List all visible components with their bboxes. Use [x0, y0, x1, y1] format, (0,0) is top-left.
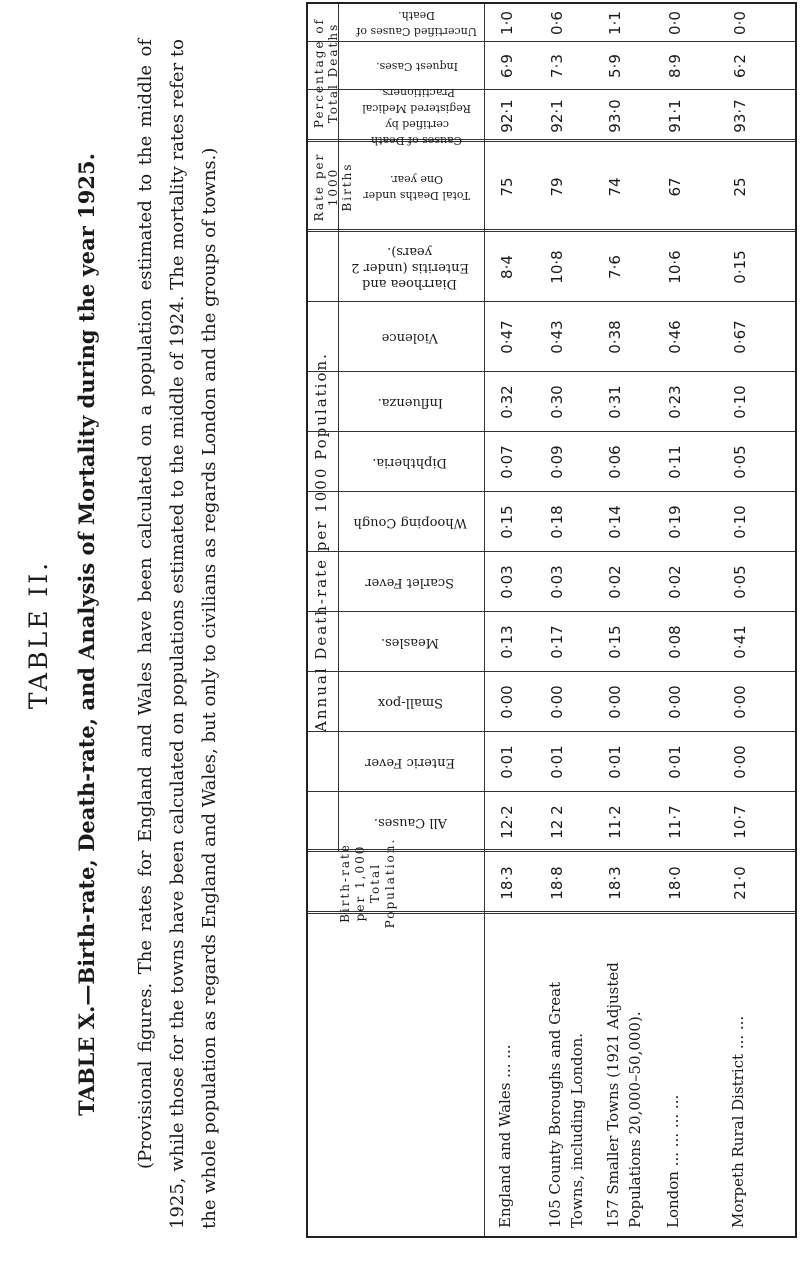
rate-per-births-header: Rate per 1000 Births: [312, 152, 354, 222]
table-cell: 18·3: [606, 866, 624, 900]
table-cell: 93·0: [606, 99, 624, 133]
row-label: England and Wales ... ...: [496, 1044, 514, 1228]
table-cell: 0·47: [498, 320, 516, 354]
table-cell: 0·19: [666, 505, 684, 539]
table-cell: 0·00: [548, 685, 566, 719]
table-subtitle: TABLE X.—Birth-rate, Death-rate, and Analysis of Mortality during the year 1925.: [74, 153, 99, 1116]
table-cell: 0·03: [548, 565, 566, 599]
table-cell: 0·15: [498, 505, 516, 539]
table-cell: 0·01: [606, 745, 624, 779]
table-cell: 12·2: [498, 805, 516, 839]
table-cell: 6·9: [498, 54, 516, 78]
table-cell: 11·2: [606, 805, 624, 839]
table-cell: 6·2: [731, 54, 749, 78]
column-header: Diphtheria.: [372, 455, 448, 470]
table-cell: 0·13: [498, 625, 516, 659]
table-cell: 92·1: [498, 99, 516, 133]
table-cell: 0·46: [666, 320, 684, 354]
table-cell: 0·17: [548, 625, 566, 659]
column-header: Measles.: [380, 635, 440, 650]
table-cell: 0·15: [606, 625, 624, 659]
column-header: Scarlet Fever: [365, 575, 455, 590]
table-cell: 0·00: [606, 685, 624, 719]
table-cell: 0·43: [548, 320, 566, 354]
table-cell: 0·23: [666, 385, 684, 419]
table-cell: 0·15: [731, 250, 749, 284]
table-cell: 0·01: [498, 745, 516, 779]
table-cell: 0·0: [666, 11, 684, 35]
table-cell: 1·0: [498, 11, 516, 35]
death-rate-group-header: Annual Death-rate per 1000 Population.: [312, 352, 330, 732]
table-cell: 0·32: [498, 385, 516, 419]
column-header: Enteric Fever: [365, 755, 455, 770]
table-cell: 0·67: [731, 320, 749, 354]
intro-note: (Provisional figures. The rates for England and Wales have been calculated on a population estimated to the middle of 1925, while those for the towns have been calculated on populations estimated to the middle of 1924. The mortality rates refer to the whole population as regards England and Wales, but only to civilians as regards London and the groups of towns.): [135, 39, 220, 1229]
table-cell: 7·3: [548, 54, 566, 78]
table-cell: 0·05: [731, 445, 749, 479]
row-label: 105 County Boroughs and Great Towns, including London.: [546, 981, 586, 1228]
table-cell: 8·9: [666, 54, 684, 78]
column-header: Causes of Death certified by Registered Medical Practitioners.: [362, 86, 472, 147]
table-cell: 8·4: [498, 255, 516, 279]
header-rule: [484, 4, 485, 1236]
table-cell: 18·8: [548, 866, 566, 900]
table-cell: 0·10: [731, 505, 749, 539]
column-header: Diarrhoea and Enteritis (under 2 years).: [351, 244, 469, 291]
row-label: Morpeth Rural District ... ...: [729, 1015, 747, 1228]
table-cell: 1·1: [606, 11, 624, 35]
table-cell: 0·31: [606, 385, 624, 419]
table-cell: 0·41: [731, 625, 749, 659]
mortality-table: [306, 2, 797, 1238]
table-cell: 0·09: [548, 445, 566, 479]
table-cell: 0·38: [606, 320, 624, 354]
table-cell: 0·00: [731, 685, 749, 719]
table-cell: 10·7: [731, 805, 749, 839]
table-cell: 7·6: [606, 255, 624, 279]
page-title: TABLE II.: [24, 559, 53, 710]
column-header: Violence: [381, 330, 439, 345]
column-header: All Causes.: [373, 815, 447, 830]
table-cell: 0·08: [666, 625, 684, 659]
table-cell: 10·6: [666, 250, 684, 284]
table-cell: 0·00: [666, 685, 684, 719]
table-cell: 0·02: [666, 565, 684, 599]
table-cell: 25: [731, 177, 749, 197]
column-header: Total Deaths under One year.: [363, 173, 471, 202]
row-label: London ... ... ... ...: [664, 1094, 682, 1228]
table-cell: 21·0: [731, 866, 749, 900]
table-cell: 0·30: [548, 385, 566, 419]
column-header: Small-pox: [377, 695, 443, 710]
row-label: 157 Smaller Towns (1921 Adjusted Populations 20,000–50,000).: [604, 962, 644, 1228]
table-cell: 92·1: [548, 99, 566, 133]
table-cell: 0·02: [606, 565, 624, 599]
table-cell: 91·1: [666, 99, 684, 133]
table-cell: 0·0: [731, 11, 749, 35]
table-cell: 0·07: [498, 445, 516, 479]
table-cell: 0·18: [548, 505, 566, 539]
percentage-deaths-header: Percentage of Total Deaths: [312, 17, 340, 129]
table-cell: 18·0: [666, 866, 684, 900]
table-cell: 10·8: [548, 250, 566, 284]
table-cell: 0·03: [498, 565, 516, 599]
table-cell: 5·9: [606, 54, 624, 78]
table-cell: 0·00: [731, 745, 749, 779]
table-cell: 18·3: [498, 866, 516, 900]
table-cell: 75: [498, 177, 516, 197]
column-header: Whooping Cough: [353, 515, 467, 530]
table-cell: 0·00: [498, 685, 516, 719]
table-cell: 0·10: [731, 385, 749, 419]
table-cell: 0·01: [548, 745, 566, 779]
table-cell: 67: [666, 177, 684, 197]
column-header: Inquest Cases.: [376, 60, 458, 73]
table-cell: 93·7: [731, 99, 749, 133]
group-rule: [338, 4, 339, 852]
table-cell: 0·06: [606, 445, 624, 479]
column-header: Influenza.: [377, 395, 443, 410]
table-cell: 0·05: [731, 565, 749, 599]
table-cell: 0·11: [666, 445, 684, 479]
table-cell: 79: [548, 177, 566, 197]
table-cell: 12 2: [548, 805, 566, 839]
birth-rate-header: Birth-rate per 1,000 Total Population.: [338, 837, 397, 929]
table-cell: 11·7: [666, 805, 684, 839]
table-cell: 0·14: [606, 505, 624, 539]
column-header: Uncertified Causes of Death.: [356, 9, 478, 38]
table-cell: 74: [606, 177, 624, 197]
table-cell: 0·6: [548, 11, 566, 35]
table-cell: 0·01: [666, 745, 684, 779]
